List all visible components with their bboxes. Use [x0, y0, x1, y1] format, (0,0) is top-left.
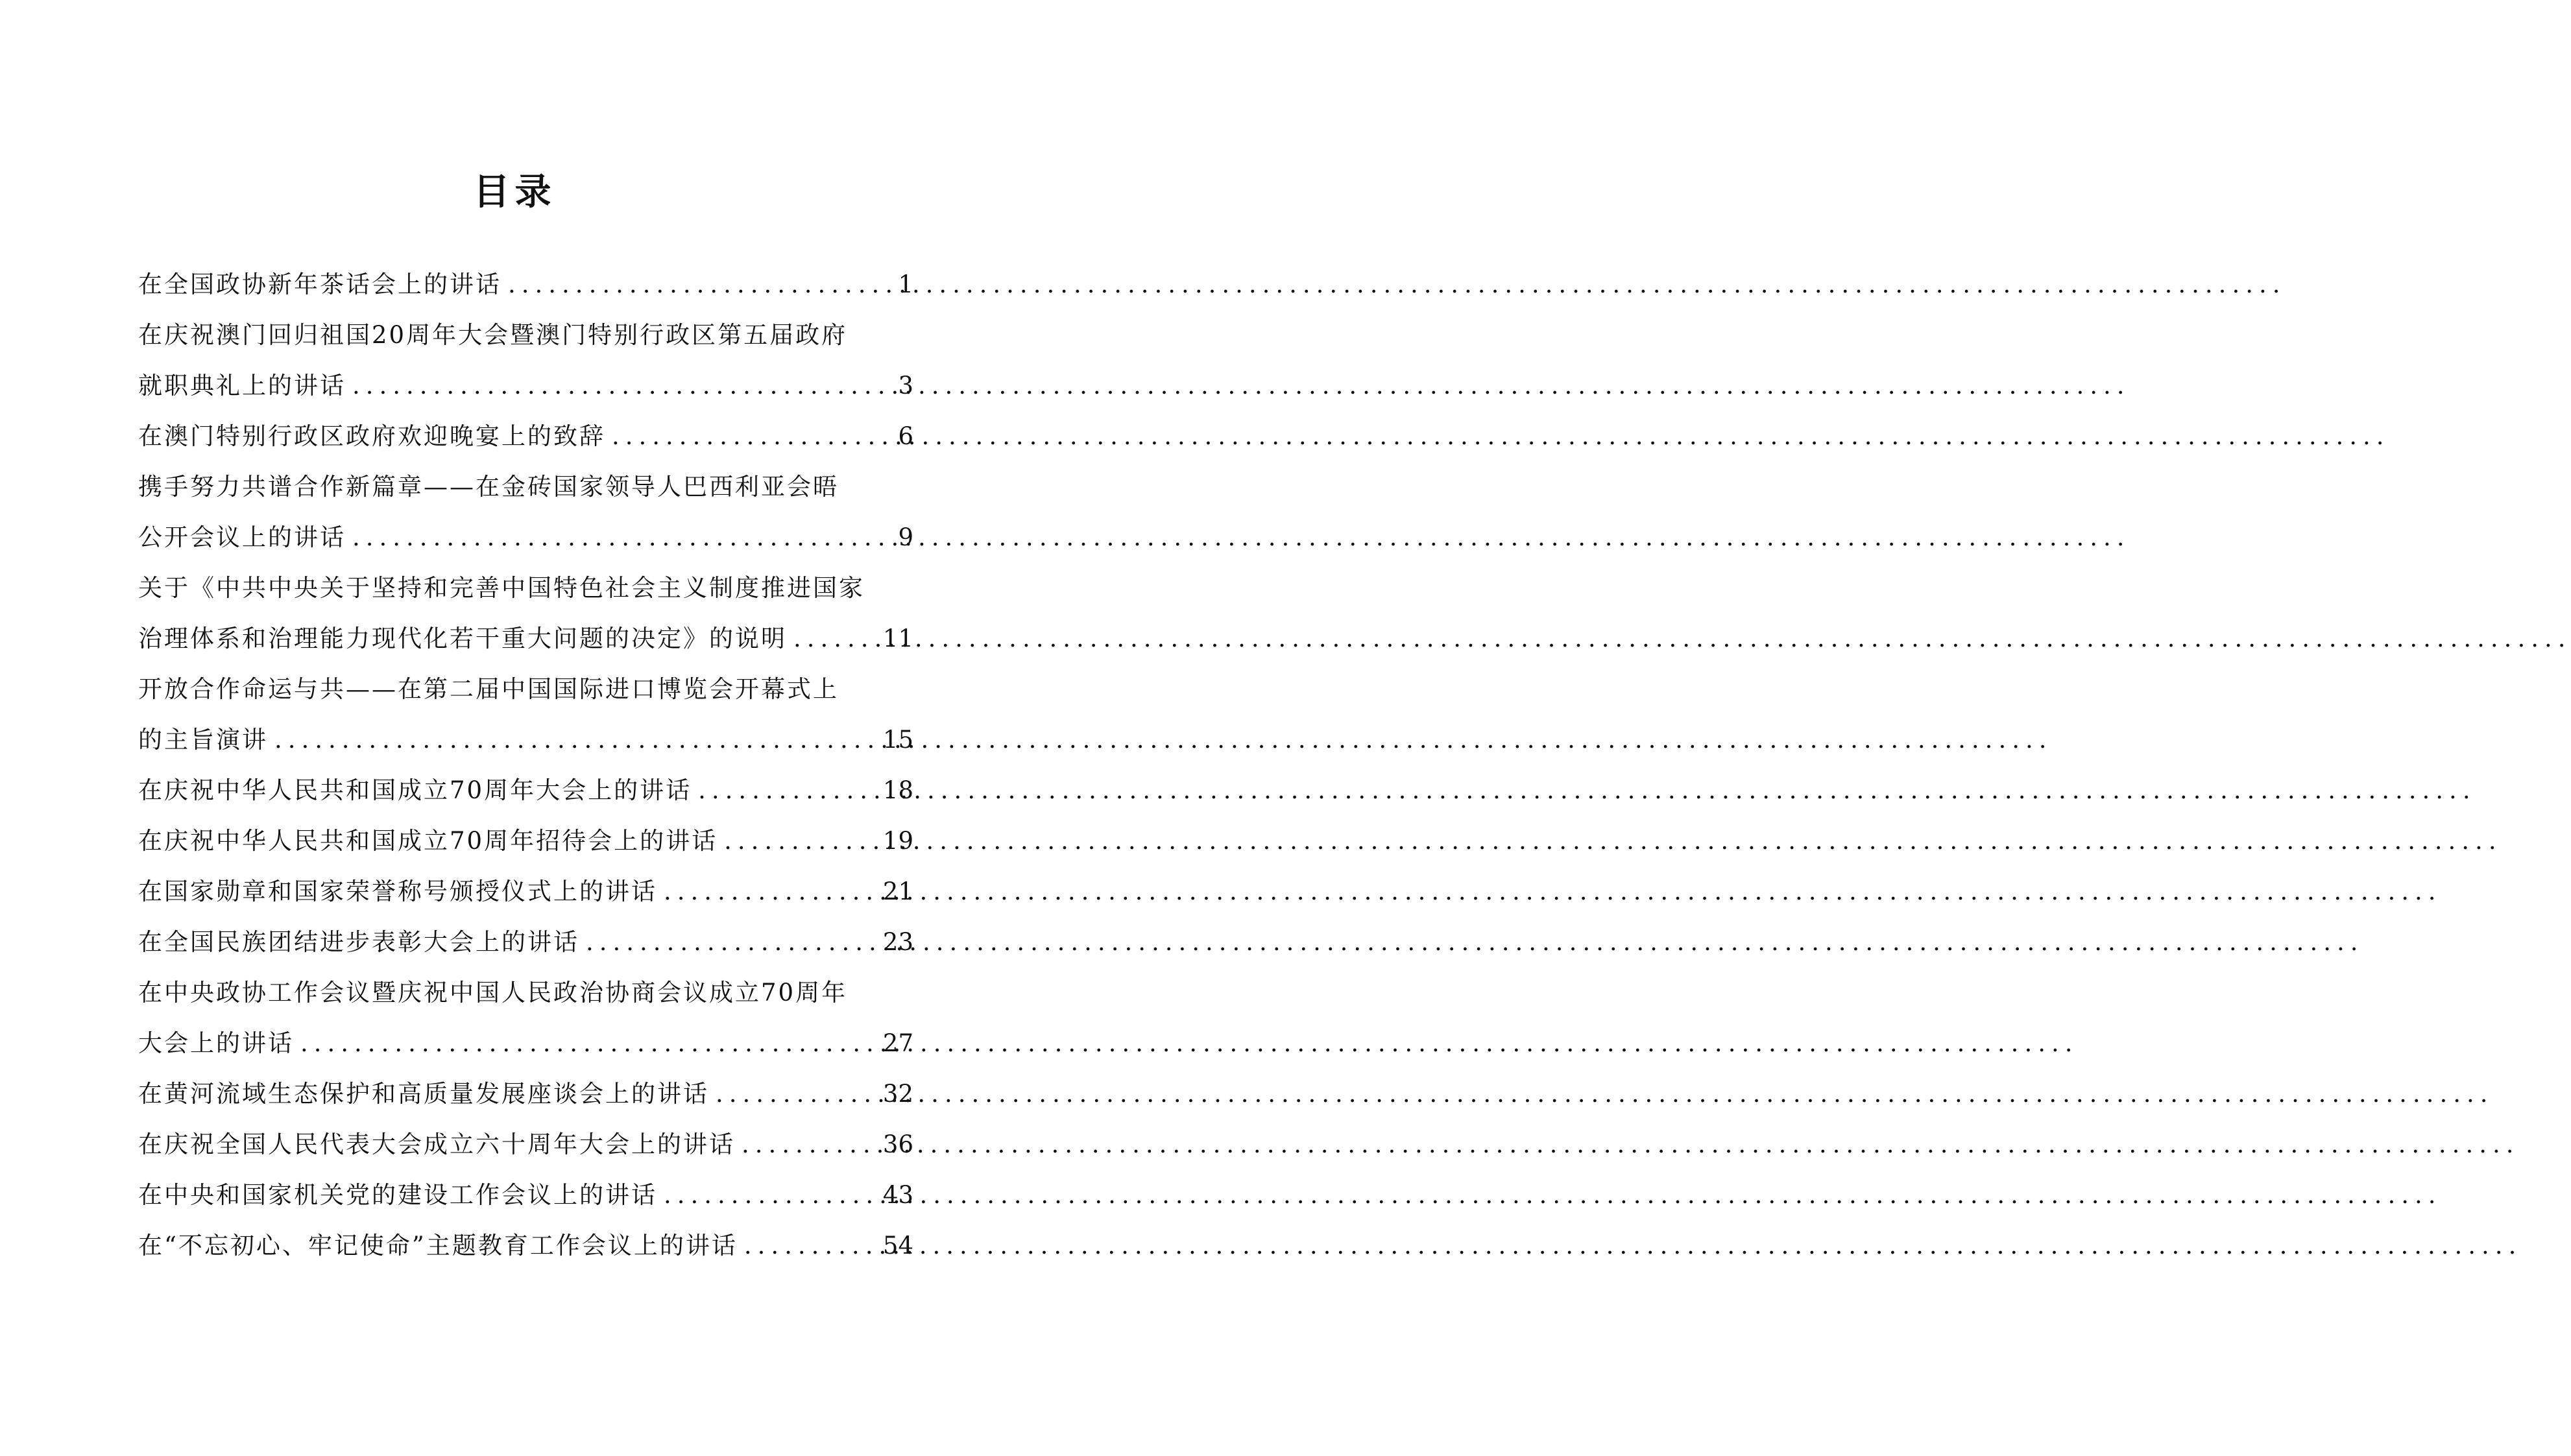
- toc-entry-title: 在庆祝澳门回归祖国20周年大会暨澳门特别行政区第五届政府: [138, 321, 848, 349]
- toc-page-number: 18: [882, 776, 913, 804]
- toc-entry-line[interactable]: [138, 1221, 913, 1271]
- toc-entry-title: 在中央和国家机关党的建设工作会议上的讲话: [138, 1181, 657, 1209]
- toc-entry-title: 在全国民族团结进步表彰大会上的讲话: [138, 928, 579, 956]
- dot-leader: [346, 361, 887, 411]
- toc-page-number: 15: [882, 726, 913, 754]
- toc-entry-title: 在庆祝全国人民代表大会成立六十周年大会上的讲话: [138, 1130, 735, 1158]
- table-of-contents: [138, 259, 913, 1271]
- dot-leader: [501, 259, 887, 310]
- toc-page-number: 21: [882, 877, 913, 905]
- toc-entry-line[interactable]: [138, 1170, 913, 1221]
- toc-entry-title: 在庆祝中华人民共和国成立70周年招待会上的讲话: [138, 827, 718, 855]
- toc-entry-title: 大会上的讲话: [138, 1029, 294, 1057]
- toc-entry-line[interactable]: [138, 310, 913, 361]
- toc-page-number: 32: [882, 1080, 913, 1108]
- dot-leader: [605, 411, 887, 462]
- toc-entry-line[interactable]: [138, 563, 913, 614]
- toc-page-number: 3: [898, 372, 913, 400]
- toc-entry-title: 在黄河流域生态保护和高质量发展座谈会上的讲话: [138, 1080, 709, 1108]
- toc-page-number: 11: [882, 625, 913, 652]
- toc-entry-line[interactable]: [138, 866, 913, 917]
- toc-entry-line[interactable]: [138, 512, 913, 563]
- dot-leader: [657, 1170, 873, 1221]
- toc-page-number: 23: [882, 928, 913, 956]
- toc-entry-line[interactable]: [138, 411, 913, 462]
- toc-entry-title: 开放合作命运与共——在第二届中国国际进口博览会开幕式上: [138, 675, 839, 703]
- dot-leader: [735, 1119, 873, 1170]
- toc-entry-line[interactable]: [138, 917, 913, 968]
- dot-leader: [346, 512, 887, 563]
- toc-entry-line[interactable]: [138, 816, 913, 866]
- dot-leader: [738, 1221, 873, 1271]
- dot-leader: [579, 917, 873, 968]
- toc-entry-line[interactable]: [138, 968, 913, 1018]
- toc-entry-line[interactable]: [138, 614, 913, 664]
- toc-entry-title: 的主旨演讲: [138, 726, 268, 754]
- toc-page-number: 54: [882, 1232, 913, 1259]
- toc-entry-line[interactable]: [138, 462, 913, 512]
- toc-page-number: 9: [898, 523, 913, 551]
- toc-page-number: 6: [898, 422, 913, 450]
- toc-entry-title: 携手努力共谱合作新篇章——在金砖国家领导人巴西利亚会晤: [138, 473, 839, 501]
- dot-leader: [268, 715, 873, 765]
- dot-leader: [294, 1018, 873, 1069]
- toc-entry-line[interactable]: [138, 259, 913, 310]
- toc-entry-title: 在澳门特别行政区政府欢迎晚宴上的致辞: [138, 422, 605, 450]
- toc-entry-line[interactable]: [138, 1069, 913, 1119]
- toc-entry-line[interactable]: [138, 1018, 913, 1069]
- toc-entry-title: 在国家勋章和国家荣誉称号颁授仪式上的讲话: [138, 877, 657, 905]
- toc-page-number: 27: [882, 1029, 913, 1057]
- toc-entry-line[interactable]: [138, 361, 913, 411]
- toc-entry-title: 治理体系和治理能力现代化若干重大问题的决定》的说明: [138, 625, 787, 652]
- toc-entry-title: 公开会议上的讲话: [138, 523, 346, 551]
- toc-entry-line[interactable]: [138, 664, 913, 715]
- toc-entry-title: 在庆祝中华人民共和国成立70周年大会上的讲话: [138, 776, 692, 804]
- dot-leader: [657, 866, 873, 917]
- toc-entry-line[interactable]: [138, 715, 913, 765]
- toc-entry-title: 在“不忘初心、牢记使命”主题教育工作会议上的讲话: [138, 1232, 738, 1259]
- toc-entry-title: 关于《中共中央关于坚持和完善中国特色社会主义制度推进国家: [138, 574, 865, 602]
- toc-entry-title: 在中央政协工作会议暨庆祝中国人民政治协商会议成立70周年: [138, 979, 848, 1007]
- toc-page-number: 1: [898, 270, 913, 298]
- toc-entry-title: 就职典礼上的讲话: [138, 372, 346, 400]
- page-title: 目录: [473, 171, 557, 213]
- toc-page-number: 43: [882, 1181, 913, 1209]
- toc-entry-line[interactable]: [138, 765, 913, 816]
- dot-leader: [718, 816, 873, 866]
- dot-leader: [787, 614, 873, 664]
- toc-page-number: 36: [882, 1130, 913, 1158]
- dot-leader: [709, 1069, 873, 1119]
- toc-entry-line[interactable]: [138, 1119, 913, 1170]
- toc-entry-title: 在全国政协新年茶话会上的讲话: [138, 270, 501, 298]
- dot-leader: [692, 765, 873, 816]
- toc-page-number: 19: [882, 827, 913, 855]
